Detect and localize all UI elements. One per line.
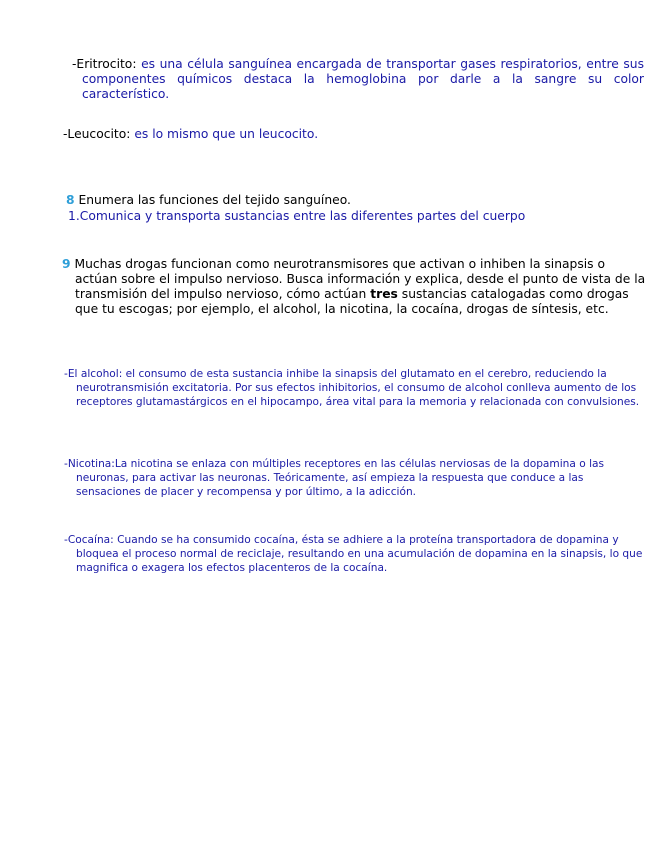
leucocito-label: -Leucocito: [63, 127, 131, 141]
answer-alcohol: -El alcohol: el consumo de esta sustancia inhibe la sinapsis del glutamato en el cerebro, reduciendo la neurotransmisión excitatoria. Por sus efectos inhibitorios, el consumo de alcohol conlleva aumento de los receptores glutamastárgicos en el hipocampo, área vital para la memoria y relacionada con convulsiones. [64, 368, 640, 408]
question-9-text-before: Muchas drogas funcionan como neurotransmisores que activan o inhiben la sinapsis o actúan sobre el impulso nervioso. Busca información y explica, desde el punto de vista de la transmisión del impulso nervioso, cómo actúan [74, 257, 646, 301]
question-8-text: Enumera las funciones del tejido sanguíneo. [78, 193, 351, 207]
question-8-answer: 1.Comunica y transporta sustancias entre las diferentes partes del cuerpo [68, 209, 526, 223]
answer-cocaina: -Cocaína: Cuando se ha consumido cocaína, ésta se adhiere a la proteína transportadora de dopamina y bloquea el proceso normal de reciclaje, resultando en una acumulación de dopamina en la sinapsis, lo que magnifica o exagera los efectos placenteros de la cocaína. [64, 534, 643, 574]
eritrocito-definition [72, 57, 644, 102]
question-9-number: 9 [62, 257, 71, 271]
question-9-bold: tres [370, 287, 398, 301]
question-9 [62, 257, 649, 317]
answer-nicotina: -Nicotina:La nicotina se enlaza con múltiples receptores en las células nerviosas de la dopamina o las neuronas, para activar las neuronas. Teóricamente, así empieza la respuesta que conduce a las sensaciones de placer y recompensa y por último, a la adicción. [64, 458, 605, 498]
question-8-number: 8 [66, 193, 75, 207]
eritrocito-label: -Eritrocito: [72, 57, 137, 71]
question-9-text-after: sustancias catalogadas como drogas que tu escogas; por ejemplo, el alcohol, la nicotina, la cocaína, drogas de síntesis, etc. [75, 287, 629, 316]
leucocito-text: es lo mismo que un leucocito. [134, 127, 319, 141]
eritrocito-text: es una célula sanguínea encargada de transportar gases respiratorios, entre sus componentes químicos destaca la hemoglobina por darle a la sangre su color característico. [82, 57, 644, 101]
question-8 [66, 193, 626, 208]
leucocito-definition [63, 127, 623, 142]
